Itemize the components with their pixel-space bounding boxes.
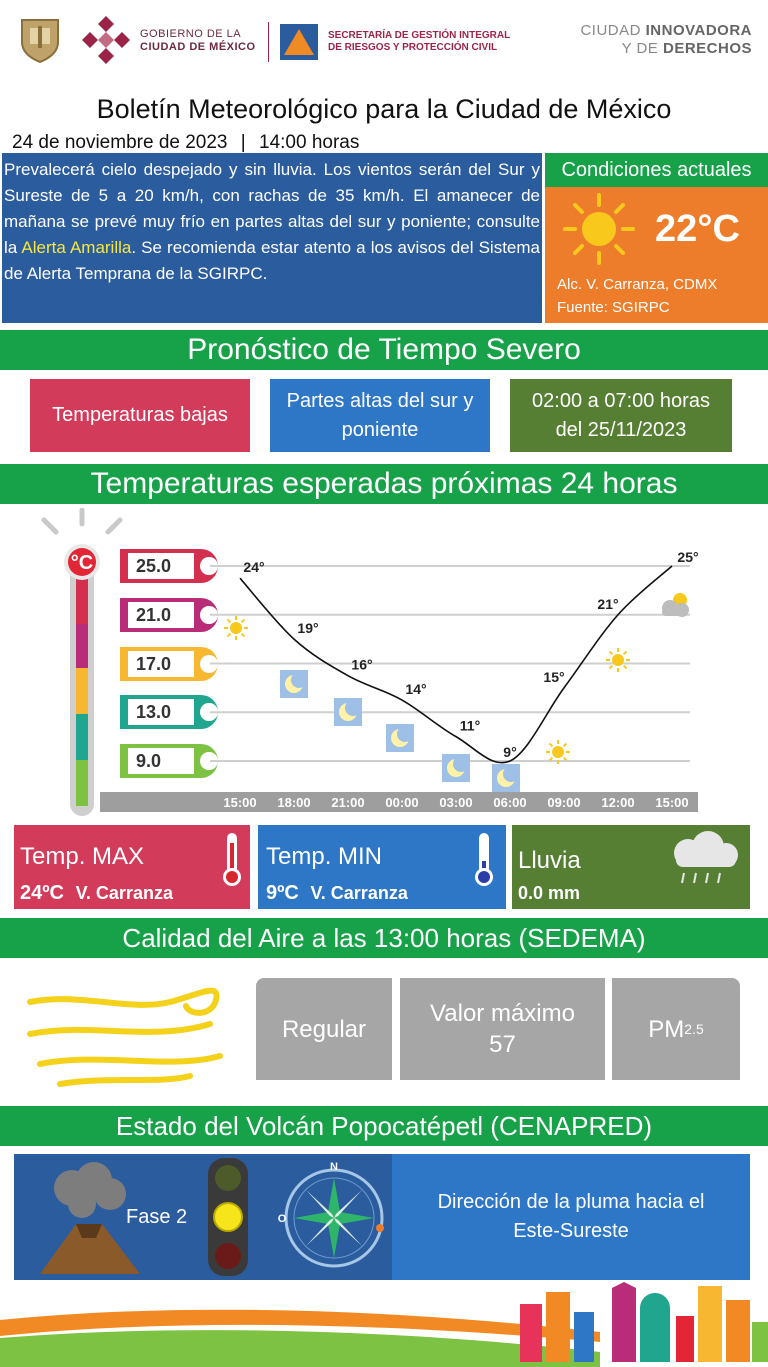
x-tick-label: 00:00 [385,795,419,810]
hot-thermometer-icon [218,831,246,889]
header-divider [268,22,269,62]
city-slogan [560,22,752,58]
bulletin-date: 24 de noviembre de 2023 [12,132,228,153]
gov-line-1: GOBIERNO DE LA [140,28,242,40]
air-max-number: 57 [489,1031,516,1058]
bulletin-time: 14:00 horas [259,132,360,153]
rain-card [512,825,750,909]
moon-icon [492,764,520,792]
protection-civil-icon [280,24,318,60]
city-slogan-a: CIUDAD [580,22,646,39]
city-slogan-d: DERECHOS [662,40,752,57]
air-heading: Calidad del Aire a las 13:00 horas (SEDEMA) [0,918,768,958]
volcano-phase: Fase 2 [126,1206,188,1228]
min-temp-card [258,825,506,909]
max-point-label: 25° [677,549,699,565]
min-temp-value: 9ºC [266,882,299,904]
point-label: 21° [597,595,619,612]
point-label: 16° [351,656,373,673]
moon-icon [280,670,308,698]
x-tick-label: 12:00 [601,795,635,810]
tick-label: 9.0 [128,748,194,774]
tick-label: 21.0 [128,602,194,628]
air-max-label: Valor máximo [430,1000,575,1027]
temperature-chart [0,520,768,820]
volcano-heading: Estado del Volcán Popocatépetl (CENAPRED) [0,1106,768,1146]
gov-line-2: CIUDAD DE MÉXICO [140,41,256,53]
sun-icon [224,616,248,640]
min-temp-place: V. Carranza [310,883,408,903]
cold-thermometer-icon [470,831,498,889]
current-source: Fuente: SGIRPC [557,299,670,316]
x-tick-label: 03:00 [439,795,473,810]
header [0,0,768,86]
point-label: 19° [297,620,319,637]
point-label: 11° [459,717,481,734]
min-temp-label: Temp. MIN [266,843,383,870]
city-slogan-b: INNOVADORA [645,22,752,39]
moon-icon [334,698,362,726]
alert-link[interactable]: Alerta Amarilla [21,238,132,257]
rain-cloud-icon [662,829,744,887]
max-temp-card [14,825,250,909]
air-max-value [400,978,605,1080]
page-title: Boletín Meteorológico para la Ciudad de México [96,94,672,124]
x-tick-label: 09:00 [547,795,581,810]
x-tick-label: 21:00 [331,795,365,810]
current-conditions [545,187,768,323]
sun-icon [546,740,570,764]
tick-label: 17.0 [128,651,194,677]
min-point-label: 9° [503,744,517,760]
compass-west: O [277,1213,287,1225]
forecast-summary [2,153,542,323]
rain-label: Lluvia [518,847,581,874]
bulletin-date-line [12,131,359,155]
summary-text-2: . Se recomienda estar atento a los avisos del Sistema de Alerta Temprana de la SGIRPC. [4,238,540,283]
point-label: 15° [543,668,565,685]
cdmx-shield-icon [16,16,64,64]
severe-phenomenon: Temperaturas bajas [30,379,250,452]
point-label: 24° [243,559,265,576]
x-tick-label: 15:00 [655,795,689,810]
volcano-plume: Dirección de la pluma hacia el Este-Sureste [392,1154,750,1280]
current-conditions-heading: Condiciones actuales [545,153,768,187]
pollutant-name: PM [648,1015,685,1043]
svg-text:°C: °C [70,552,94,574]
summary-text-1: Prevalecerá cielo despejado y sin lluvia. Los vientos serán del Sur y Sureste de 5 a 20 km/h, con rachas de 35 km/h. El amanecer de mañana se prevé muy frío en partes altas del sur y poniente; consulte la [4,160,540,257]
footer-decoration [0,1282,768,1367]
severe-period: 02:00 a 07:00 horas del 25/11/2023 [510,379,732,452]
max-temp-value: 24ºC [20,882,64,904]
secretaria-text [328,30,510,54]
rain-value: 0.0 mm [518,883,581,903]
tick-label: 25.0 [128,553,194,579]
air-pollutant [612,978,740,1080]
max-temp-place: V. Carranza [75,883,173,903]
volcano-status [14,1154,392,1280]
x-tick-label: 15:00 [223,795,257,810]
max-temp-label: Temp. MAX [20,843,145,870]
current-temp: 22°C [655,208,740,250]
temps-heading: Temperaturas esperadas próximas 24 horas [0,464,768,504]
compass-icon [276,1156,392,1278]
pollutant-sub: 2.5 [684,1020,704,1037]
city-skyline-icon [520,1282,768,1362]
secretaria-line-2: DE RIESGOS Y PROTECCIÓN CIVIL [328,42,498,53]
x-tick-label: 06:00 [493,795,527,810]
traffic-light-icon [204,1156,252,1278]
city-slogan-c: Y DE [621,40,663,57]
moon-icon [442,754,470,782]
moon-icon [386,724,414,752]
min-temp-value-line [266,881,408,905]
gov-text [140,28,256,54]
severe-heading: Pronóstico de Tiempo Severo [0,330,768,370]
air-quality-level: Regular [256,978,392,1080]
severe-zone: Partes altas del sur y poniente [270,379,490,452]
sun-icon [561,191,637,267]
point-label: 14° [405,681,427,698]
date-separator: | [240,132,246,153]
compass-north: N [330,1161,338,1173]
tick-label: 13.0 [128,699,194,725]
sun-icon [606,648,630,672]
cdmx-logo-icon [80,14,132,68]
partly-cloudy-icon [662,593,689,617]
secretaria-line-1: SECRETARÍA DE GESTIÓN INTEGRAL [328,30,511,41]
max-temp-value-line [20,881,173,905]
current-location: Alc. V. Carranza, CDMX [557,276,718,293]
wind-icon [20,972,240,1092]
x-tick-label: 18:00 [277,795,311,810]
